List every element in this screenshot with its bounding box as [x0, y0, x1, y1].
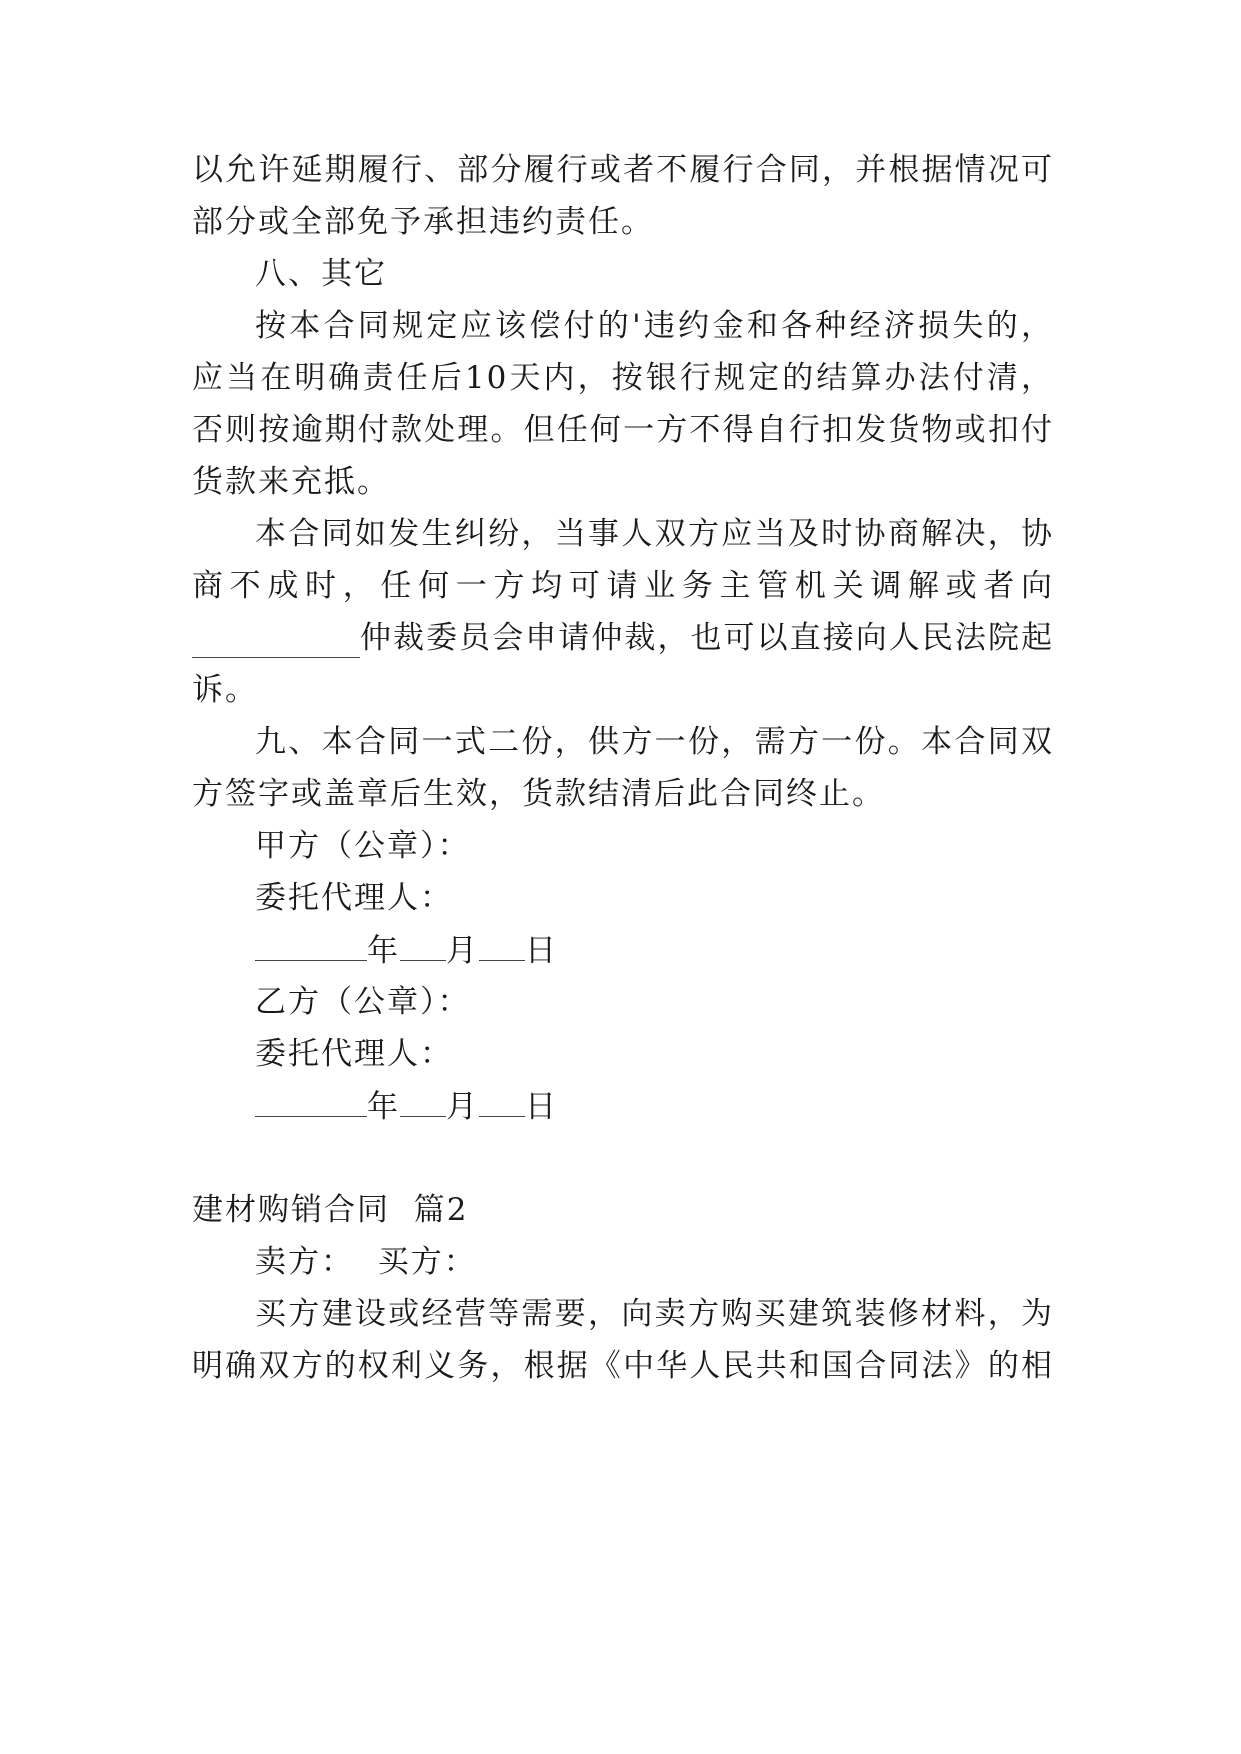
year-blank: [255, 930, 367, 961]
day-label: 日: [525, 1089, 558, 1125]
month-label: 月: [446, 1089, 479, 1125]
paragraph-line: 否则按逾期付款处理。但任何一方不得自行扣发货物或扣付: [192, 412, 1054, 448]
paragraph-line: 方签字或盖章后生效，货款结清后此合同终止。: [192, 776, 885, 812]
year-label: 年: [367, 933, 400, 969]
paragraph-line: 应当在明确责任后10天内，按银行规定的结算办法付清，: [192, 360, 1054, 396]
party-b-date: [255, 1086, 558, 1127]
parties-line: 卖方： 买方：: [255, 1244, 477, 1280]
paragraph-line: 诉。: [192, 672, 258, 708]
paragraph-line: 以允许延期履行、部分履行或者不履行合同，并根据情况可: [192, 152, 1054, 188]
section-title: 建材购销合同 篇2: [192, 1192, 469, 1228]
party-b-seal: 乙方（公章）：: [255, 984, 471, 1020]
year-label: 年: [367, 1089, 400, 1125]
party-a-agent: 委托代理人：: [255, 880, 453, 916]
month-blank: [400, 1086, 446, 1117]
year-blank: [255, 1086, 367, 1117]
arbitration-blank: [192, 627, 360, 658]
paragraph-line: 本合同如发生纠纷，当事人双方应当及时协商解决，协: [255, 516, 1054, 552]
paragraph-line-with-blank: [192, 618, 1054, 658]
paragraph-text: 仲裁委员会申请仲裁，也可以直接向人民法院起: [360, 620, 1054, 656]
month-blank: [400, 930, 446, 961]
paragraph-line: 买方建设或经营等需要，向卖方购买建筑装修材料，为: [255, 1296, 1054, 1332]
party-a-date: [255, 930, 558, 971]
day-label: 日: [525, 933, 558, 969]
paragraph-line: 九、本合同一式二份，供方一份，需方一份。本合同双: [255, 724, 1054, 760]
day-blank: [479, 1086, 525, 1117]
section-heading: 八、其它: [255, 256, 387, 292]
month-label: 月: [446, 933, 479, 969]
party-b-agent: 委托代理人：: [255, 1036, 453, 1072]
paragraph-line: 部分或全部免予承担违约责任。: [192, 204, 654, 240]
paragraph-line: 商不成时，任何一方均可请业务主管机关调解或者向: [192, 568, 1054, 604]
day-blank: [479, 930, 525, 961]
paragraph-line: 明确双方的权利义务，根据《中华人民共和国合同法》的相: [192, 1348, 1054, 1384]
paragraph-line: 货款来充抵。: [192, 464, 390, 500]
party-a-seal: 甲方（公章）：: [255, 828, 471, 864]
paragraph-line: 按本合同规定应该偿付的'违约金和各种经济损失的，: [255, 308, 1054, 344]
